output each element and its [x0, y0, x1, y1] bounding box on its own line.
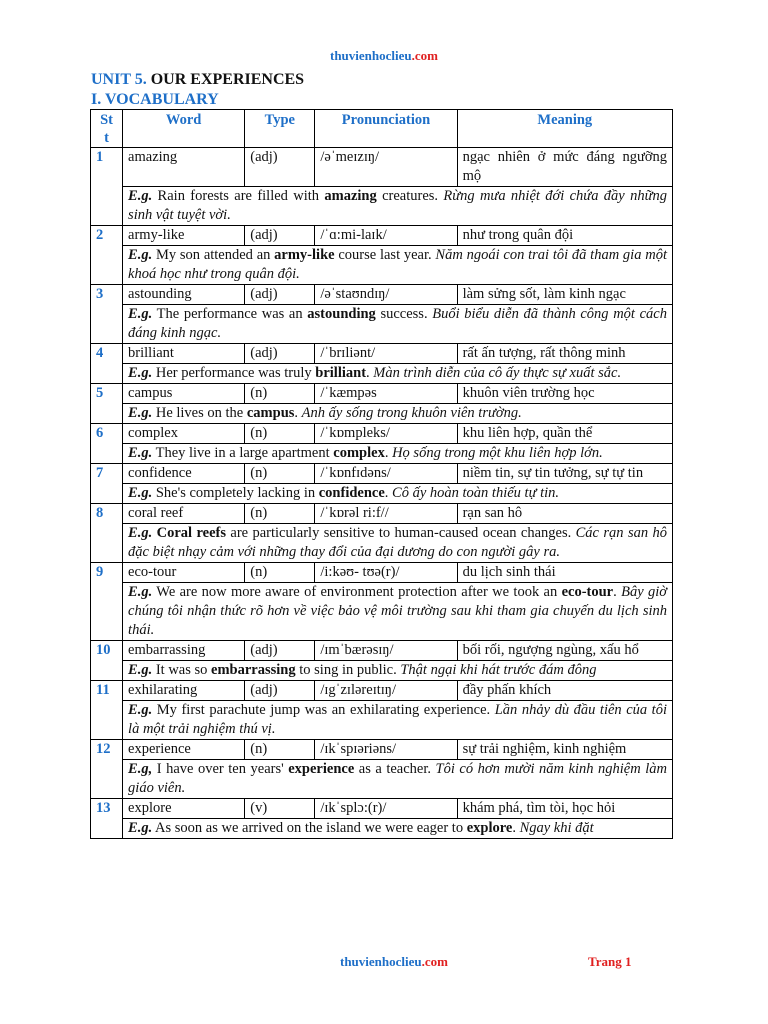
example-text-before: I have over ten years' — [152, 761, 289, 777]
example-keyword: embarrassing — [211, 662, 296, 678]
example-text-before: As soon as we arrived on the island we were eager to — [152, 820, 467, 836]
example-label: E.g. — [128, 584, 153, 600]
example-row — [91, 404, 673, 424]
example-label: E.g. — [128, 662, 153, 678]
pronunciation-cell: /ˈbrɪliənt/ — [315, 344, 457, 364]
table-row — [91, 799, 673, 819]
example-keyword: campus — [246, 405, 295, 421]
example-label: E.g. — [128, 306, 153, 322]
meaning-cell: sự trải nghiệm, kinh nghiệm — [457, 740, 672, 760]
header-site-logo[interactable] — [0, 48, 768, 64]
word-cell: explore — [123, 799, 245, 819]
example-row — [91, 760, 673, 799]
meaning-cell: bối rối, ngượng ngùng, xấu hổ — [457, 641, 672, 661]
example-keyword: confidence — [318, 485, 385, 501]
example-translation: Rừng mưa nhiệt đới chứa đầy những sinh vật tuyệt vời. — [128, 188, 667, 223]
pronunciation-cell: /ˈɑ:mi-laɪk/ — [315, 226, 457, 246]
example-text-after: to sing in public. — [295, 662, 401, 678]
example-text-after: . — [613, 584, 622, 600]
row-number: 1 — [91, 148, 123, 226]
example-keyword: eco-tour — [561, 584, 614, 600]
example-label: E.g. — [128, 188, 153, 204]
pronunciation-cell: /i:kəʊ- tʊə(r)/ — [315, 563, 457, 583]
table-body — [91, 148, 673, 839]
type-cell: (adj) — [245, 285, 315, 305]
unit-label: UNIT 5. — [91, 71, 147, 88]
example-text-before: My first parachute jump was an exhilarating experience. — [152, 702, 495, 718]
example-label: E.g. — [128, 405, 153, 421]
word-cell: campus — [123, 384, 245, 404]
example-text-before: My son attended an — [152, 247, 275, 263]
example-translation: Thật ngại khi hát trước đám đông — [400, 662, 597, 678]
table-row — [91, 148, 673, 187]
type-cell: (n) — [245, 740, 315, 760]
example-cell — [123, 305, 673, 344]
example-label: E.g. — [128, 485, 153, 501]
table-header-row — [91, 110, 673, 148]
header-pronunciation: Pronunciation — [315, 110, 457, 148]
type-cell: (v) — [245, 799, 315, 819]
table-row — [91, 344, 673, 364]
example-keyword: Coral reefs — [156, 525, 226, 541]
example-text-after: course last year. — [334, 247, 436, 263]
example-translation: Các rạn san hô đặc biệt nhạy cảm với những thay đổi của đại dương do con người gây ra. — [128, 525, 667, 560]
row-number: 11 — [91, 681, 123, 740]
example-label: E.g. — [128, 525, 153, 541]
table-row — [91, 681, 673, 701]
example-translation: Năm ngoái con trai tôi đã tham gia một khoá học như trong quân đội. — [128, 247, 667, 282]
example-cell — [123, 444, 673, 464]
meaning-cell: du lịch sinh thái — [457, 563, 672, 583]
unit-name: OUR EXPERIENCES — [150, 71, 305, 88]
example-keyword: amazing — [324, 188, 377, 204]
row-number: 5 — [91, 384, 123, 424]
example-keyword: explore — [466, 820, 513, 836]
example-cell — [123, 583, 673, 641]
footer-site-domain: .com — [421, 954, 448, 969]
example-cell — [123, 661, 673, 681]
pronunciation-cell: /ˈkɒrəl ri:f// — [315, 504, 457, 524]
word-cell: complex — [123, 424, 245, 444]
example-row — [91, 444, 673, 464]
word-cell: astounding — [123, 285, 245, 305]
example-row — [91, 583, 673, 641]
meaning-cell: ngạc nhiên ở mức đáng ngưỡng mộ — [457, 148, 672, 187]
table-row — [91, 563, 673, 583]
example-translation: Ngay khi đặt — [519, 820, 594, 836]
example-label: E.g, — [128, 761, 153, 777]
example-text-before: Her performance was truly — [152, 365, 316, 381]
example-label: E.g. — [128, 702, 153, 718]
example-text-before: He lives on the — [152, 405, 247, 421]
example-cell — [123, 404, 673, 424]
footer-site-name: thuvienhoclieu — [340, 954, 422, 969]
example-text-after: . — [512, 820, 520, 836]
type-cell: (adj) — [245, 641, 315, 661]
word-cell: exhilarating — [123, 681, 245, 701]
table-row — [91, 504, 673, 524]
row-number: 6 — [91, 424, 123, 464]
pronunciation-cell: /əˈmeɪzɪŋ/ — [315, 148, 457, 187]
row-number: 4 — [91, 344, 123, 384]
meaning-cell: khu liên hợp, quần thể — [457, 424, 672, 444]
row-number: 13 — [91, 799, 123, 839]
table-row — [91, 740, 673, 760]
word-cell: amazing — [123, 148, 245, 187]
example-cell — [123, 819, 673, 839]
vocabulary-table — [90, 109, 673, 839]
example-cell — [123, 364, 673, 384]
meaning-cell: niềm tin, sự tin tưởng, sự tự tin — [457, 464, 672, 484]
type-cell: (adj) — [245, 148, 315, 187]
row-number: 9 — [91, 563, 123, 641]
example-text-before: She's completely lacking in — [152, 485, 319, 501]
header-meaning: Meaning — [457, 110, 672, 148]
example-row — [91, 364, 673, 384]
pronunciation-cell: /ɪgˈzɪləreɪtɪŋ/ — [315, 681, 457, 701]
section-title: I. VOCABULARY — [91, 91, 219, 108]
example-label: E.g. — [128, 820, 153, 836]
word-cell: army-like — [123, 226, 245, 246]
example-row — [91, 305, 673, 344]
example-row — [91, 524, 673, 563]
example-cell — [123, 701, 673, 740]
row-number: 7 — [91, 464, 123, 504]
pronunciation-cell: /əˈstaʊndɪŋ/ — [315, 285, 457, 305]
type-cell: (n) — [245, 563, 315, 583]
type-cell: (n) — [245, 424, 315, 444]
example-row — [91, 246, 673, 285]
type-cell: (adj) — [245, 226, 315, 246]
unit-title — [91, 71, 304, 89]
example-text-after: as a teacher. — [354, 761, 436, 777]
example-text-after: . — [384, 485, 393, 501]
word-cell: experience — [123, 740, 245, 760]
pronunciation-cell: /ˈkɒnfɪdəns/ — [315, 464, 457, 484]
example-keyword: complex — [333, 445, 385, 461]
example-text-before: We are now more aware of environment protection after we took an — [152, 584, 562, 600]
header-no: St t — [91, 110, 123, 148]
example-translation: Anh ấy sống trong khuôn viên trường. — [301, 405, 522, 421]
meaning-cell: khám phá, tìm tòi, học hỏi — [457, 799, 672, 819]
example-cell — [123, 484, 673, 504]
type-cell: (n) — [245, 464, 315, 484]
word-cell: eco-tour — [123, 563, 245, 583]
type-cell: (n) — [245, 504, 315, 524]
table-row — [91, 464, 673, 484]
table-row — [91, 285, 673, 305]
meaning-cell: rất ấn tượng, rất thông minh — [457, 344, 672, 364]
type-cell: (n) — [245, 384, 315, 404]
word-cell: coral reef — [123, 504, 245, 524]
table-row — [91, 384, 673, 404]
page-number: Trang 1 — [588, 954, 632, 969]
example-row — [91, 819, 673, 839]
pronunciation-cell: /ɪkˈspɪəriəns/ — [315, 740, 457, 760]
header-site-domain: .com — [411, 48, 438, 63]
example-keyword: experience — [288, 761, 355, 777]
example-text-after: . — [294, 405, 302, 421]
example-row — [91, 701, 673, 740]
example-translation: Tôi có hơn mười năm kinh nghiệm làm giáo viên. — [128, 761, 667, 796]
example-text-before: They live in a large apartment — [152, 445, 334, 461]
example-text-after: are particularly sensitive to human-caused ocean changes. — [225, 525, 576, 541]
example-translation: Buổi biểu diễn đã thành công một cách đáng kinh ngạc. — [128, 306, 667, 341]
example-label: E.g. — [128, 445, 153, 461]
header-type: Type — [245, 110, 315, 148]
type-cell: (adj) — [245, 344, 315, 364]
header-site-name: thuvienhoclieu — [330, 48, 412, 63]
example-text-before: The performance was an — [152, 306, 308, 322]
example-translation: Lần nhảy dù đầu tiên của tôi là một trải nghiệm thú vị. — [128, 702, 667, 737]
example-translation: Bây giờ chúng tôi nhận thức rõ hơn về việc bảo vệ môi trường sau khi tham gia chuyến du lịch sinh thái. — [128, 584, 668, 638]
type-cell: (adj) — [245, 681, 315, 701]
meaning-cell: rạn san hô — [457, 504, 672, 524]
example-label: E.g. — [128, 365, 153, 381]
example-label: E.g. — [128, 247, 153, 263]
row-number: 10 — [91, 641, 123, 681]
pronunciation-cell: /ɪkˈsplɔ:(r)/ — [315, 799, 457, 819]
table-row — [91, 424, 673, 444]
example-cell — [123, 524, 673, 563]
example-translation: Họ sống trong một khu liên hợp lớn. — [392, 445, 603, 461]
row-number: 12 — [91, 740, 123, 799]
example-translation: Cô ấy hoàn toàn thiếu tự tin. — [392, 485, 560, 501]
example-text-after: . — [366, 365, 374, 381]
meaning-cell: khuôn viên trường học — [457, 384, 672, 404]
table-row — [91, 226, 673, 246]
example-row — [91, 484, 673, 504]
example-text-after: creatures. — [376, 188, 444, 204]
table-row — [91, 641, 673, 661]
pronunciation-cell: /ɪmˈbærəsɪŋ/ — [315, 641, 457, 661]
example-text-before: It was so — [152, 662, 212, 678]
example-keyword: brilliant — [315, 365, 367, 381]
meaning-cell: đầy phấn khích — [457, 681, 672, 701]
pronunciation-cell: /ˈkæmpəs — [315, 384, 457, 404]
example-keyword: army-like — [274, 247, 335, 263]
example-translation: Màn trình diễn của cô ấy thực sự xuất sắc. — [373, 365, 622, 381]
meaning-cell: làm sửng sốt, làm kinh ngạc — [457, 285, 672, 305]
footer-site-logo[interactable] — [340, 954, 448, 970]
example-text-after: success. — [375, 306, 433, 322]
example-cell — [123, 246, 673, 285]
word-cell: embarrassing — [123, 641, 245, 661]
example-cell — [123, 760, 673, 799]
row-number: 2 — [91, 226, 123, 285]
example-cell — [123, 187, 673, 226]
header-word: Word — [123, 110, 245, 148]
pronunciation-cell: /ˈkɒmpleks/ — [315, 424, 457, 444]
example-text-before: Rain forests are filled with — [152, 188, 325, 204]
example-row — [91, 187, 673, 226]
example-text-after: . — [384, 445, 393, 461]
word-cell: confidence — [123, 464, 245, 484]
row-number: 8 — [91, 504, 123, 563]
example-keyword: astounding — [307, 306, 376, 322]
example-row — [91, 661, 673, 681]
word-cell: brilliant — [123, 344, 245, 364]
row-number: 3 — [91, 285, 123, 344]
meaning-cell: như trong quân đội — [457, 226, 672, 246]
